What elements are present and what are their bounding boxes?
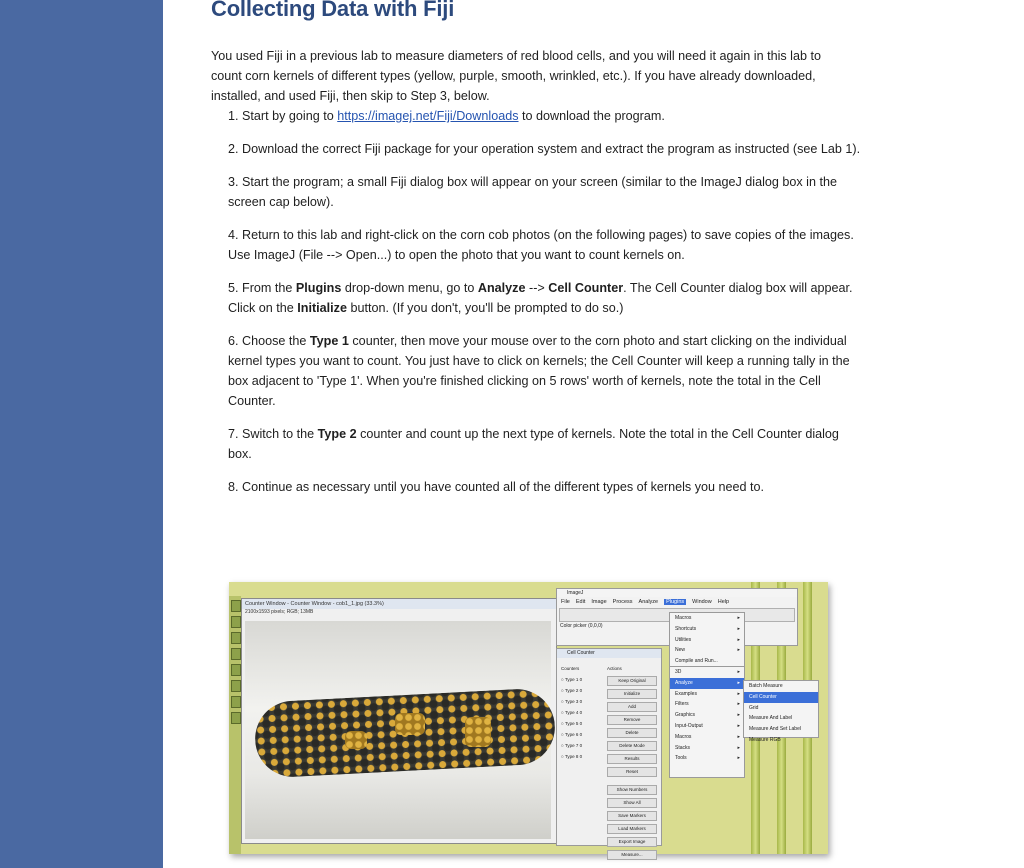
menu-plugins[interactable]: Plugins — [666, 599, 685, 605]
menu-item[interactable]: Grid — [749, 704, 759, 711]
type-label: Type 3 — [564, 699, 579, 704]
corn-photo — [245, 621, 551, 839]
menu-item-label: Macros — [675, 615, 692, 621]
type-radio[interactable]: ○ Type 2 0 — [561, 688, 583, 693]
analyze-submenu — [743, 680, 819, 743]
type-radio[interactable]: ○ Type 8 0 — [561, 754, 583, 759]
menu-item[interactable]: 3D ▸ — [675, 669, 740, 675]
step-6-type1: Type 1 — [309, 334, 349, 348]
type-label: Type 7 — [564, 743, 579, 748]
menu-item[interactable]: Macros ▸ — [675, 615, 740, 621]
step-7-a: 7. Switch to the — [228, 427, 318, 441]
intro-paragraph: You used Fiji in a previous lab to measure diameters of red blood cells, and you will need it again in this lab to count corn kernels of different types (yellow, purple, smooth, wrinkled, etc.). If you have already downloaded, installed, and used Fiji, then skip to Step 3, below. — [211, 48, 821, 103]
menu-item[interactable]: Macros ▸ — [675, 733, 740, 740]
plugins-submenu — [669, 666, 745, 778]
type-label: Type 4 — [564, 710, 579, 715]
cell-counter-title: Cell Counter — [557, 649, 661, 658]
menu-item-label: Stacks — [675, 744, 691, 751]
menu-item[interactable]: Graphics ▸ — [675, 712, 740, 719]
type-label: Type 6 — [564, 732, 579, 737]
step-5-c: drop-down menu, go to — [341, 281, 478, 295]
step-5-f: button. (If you don't, you'll be prompted to do so.) — [346, 301, 624, 315]
menu-item-label: Macros — [675, 733, 692, 740]
page-title: Collecting Data with Fiji — [211, 0, 455, 21]
menu-item-label: Filters — [675, 701, 689, 708]
menu-item[interactable]: Tools ▸ — [675, 755, 740, 762]
menu-item[interactable]: Measure And Set Label — [749, 726, 801, 733]
type-label: Type 8 — [564, 754, 579, 759]
counters-label: Counters — [561, 666, 580, 671]
menu-file[interactable]: File — [561, 599, 570, 605]
type-radio[interactable]: ○ Type 7 0 — [561, 743, 583, 748]
menu-item-label: Compile and Run... — [675, 658, 718, 665]
menu-item[interactable]: Utilities ▸ — [675, 636, 740, 643]
menu-item-label: Analyze — [675, 679, 693, 686]
menu-item[interactable]: New ▸ — [675, 647, 740, 654]
cell-counter-dialog — [556, 648, 662, 857]
yellow-kernels — [345, 731, 367, 749]
color-picker-status: Color picker (0,0,0) — [560, 623, 603, 629]
show-all-checkbox[interactable]: Show All — [607, 798, 657, 808]
menu-item-label: Input-Output — [675, 722, 703, 729]
step-5-a: 5. From the — [228, 281, 296, 295]
menu-window[interactable]: Window — [692, 599, 712, 605]
step-7 — [228, 424, 866, 464]
step-1-text-a: 1. Start by going to — [228, 109, 338, 123]
type-radio[interactable]: ○ Type 3 0 — [561, 699, 583, 704]
menu-item[interactable]: Measure And Label — [749, 715, 793, 722]
fiji-screenshot-figure — [229, 582, 828, 857]
menu-process[interactable]: Process — [612, 599, 633, 605]
initialize-button[interactable]: Initialize — [607, 689, 657, 699]
step-5-e: . The Cell Counter dialog box will appear. Click on the — [228, 281, 853, 315]
menu-item[interactable]: Shortcuts ▸ — [675, 625, 740, 632]
menu-item-label: 3D — [675, 669, 682, 675]
keep-original-checkbox[interactable]: Keep Original — [607, 676, 657, 686]
menu-item-label: Shortcuts — [675, 625, 697, 632]
type-label: Type 2 — [564, 688, 579, 693]
type-radio[interactable]: ○ Type 5 0 — [561, 721, 583, 726]
delete-mode-checkbox[interactable]: Delete Mode — [607, 741, 657, 751]
yellow-kernels — [465, 717, 491, 747]
menu-item-label: Tools — [675, 755, 687, 762]
yellow-kernels — [395, 713, 425, 735]
menu-item[interactable]: Measure RGB — [749, 736, 781, 743]
step-6 — [228, 331, 866, 411]
delete-button[interactable]: Delete — [607, 728, 657, 738]
step-5-initialize: Initialize — [297, 301, 347, 315]
type-count: 0 — [579, 688, 583, 693]
menu-item[interactable]: Filters ▸ — [675, 701, 740, 708]
counter-window-info: 2100x1593 pixels; RGB; 13MB — [245, 609, 314, 615]
counter-window-title: Counter Window - Counter Window - cob1_1.jpg (33.3%) — [242, 599, 556, 609]
step-7-type2: Type 2 — [317, 427, 357, 441]
type-count: 0 — [579, 677, 583, 682]
type-count: 0 — [579, 754, 583, 759]
menu-item[interactable]: Batch Measure — [749, 683, 783, 689]
counters-column — [561, 663, 582, 762]
type-count: 0 — [579, 732, 583, 737]
menu-item-cell-counter[interactable]: Cell Counter — [744, 692, 818, 703]
step-1 — [228, 106, 866, 126]
type-label: Type 1 — [564, 677, 579, 682]
taskbar — [229, 596, 241, 854]
measure-button[interactable]: Measure... — [607, 850, 657, 860]
actions-column — [607, 663, 657, 863]
step-6-a: 6. Choose the — [228, 334, 310, 348]
export-image-button[interactable]: Export Image — [607, 837, 657, 847]
step-1-text-b: to download the program. — [518, 109, 665, 123]
step-7-c: counter and count up the next type of kernels. Note the total in the Cell Counter dialog box. — [228, 427, 839, 461]
type-count: 0 — [579, 699, 583, 704]
imagej-menubar — [557, 597, 797, 607]
step-5 — [228, 278, 866, 318]
menu-help[interactable]: Help — [717, 599, 730, 605]
fiji-download-link[interactable]: https://imagej.net/Fiji/Downloads — [337, 109, 519, 123]
step-5-cell-counter: Cell Counter — [548, 281, 624, 295]
type-radio[interactable]: ○ Type 1 0 — [561, 677, 583, 682]
step-6-c: counter, then move your mouse over to the corn photo and start clicking on the individual kernel types you want to count. You just have to click on kernels; the Cell Counter will keep a running tally in the box adjacent to 'Type 1'. When you're finished clicking on 5 rows' worth of kernels, note the total in the Cell Counter. — [228, 334, 850, 408]
step-5-d: --> — [525, 281, 549, 295]
load-markers-button[interactable]: Load Markers — [607, 824, 657, 834]
type-radio[interactable]: ○ Type 6 0 — [561, 732, 583, 737]
steps-list — [228, 106, 866, 510]
type-count: 0 — [579, 743, 583, 748]
actions-label: Actions — [607, 666, 622, 671]
add-button[interactable]: Add — [607, 702, 657, 712]
menu-analyze[interactable]: Analyze — [638, 599, 659, 605]
menu-item[interactable]: Examples ▸ — [675, 690, 740, 697]
type-label: Type 5 — [564, 721, 579, 726]
step-4: 4. Return to this lab and right-click on the corn cob photos (on the following pages) to save copies of the images. Use ImageJ (File --> Open...) to open the photo that you want to count kernels on. — [228, 228, 854, 262]
results-button[interactable]: Results — [607, 754, 657, 764]
imagej-title: ImageJ — [557, 589, 797, 597]
menu-item[interactable]: Input-Output ▸ — [675, 722, 740, 729]
step-5-analyze: Analyze — [477, 281, 526, 295]
menu-item-label: Examples — [675, 690, 697, 697]
counter-window — [241, 598, 557, 844]
step-2: 2. Download the correct Fiji package for your operation system and extract the program as instructed (see Lab 1). — [228, 142, 861, 156]
menu-item-label: Utilities — [675, 636, 692, 643]
step-5-plugins: Plugins — [295, 281, 342, 295]
menu-image[interactable]: Image — [591, 599, 607, 605]
type-count: 0 — [579, 710, 583, 715]
menu-item-label: Graphics — [675, 712, 696, 719]
type-count: 0 — [579, 721, 583, 726]
remove-button[interactable]: Remove — [607, 715, 657, 725]
menu-item-analyze[interactable]: Analyze ▸ — [670, 678, 744, 689]
show-numbers-checkbox[interactable]: Show Numbers — [607, 785, 657, 795]
left-sidebar — [0, 0, 163, 868]
menu-item-label: New — [675, 647, 686, 654]
step-8: 8. Continue as necessary until you have counted all of the different types of kernels you need to. — [228, 480, 765, 494]
type-radio[interactable]: ○ Type 4 0 — [561, 710, 583, 715]
menu-edit[interactable]: Edit — [575, 599, 586, 605]
step-3: 3. Start the program; a small Fiji dialog box will appear on your screen (similar to the ImageJ dialog box in the screen cap below). — [228, 175, 837, 209]
menu-item[interactable]: Stacks ▸ — [675, 744, 740, 751]
save-markers-button[interactable]: Save Markers — [607, 811, 657, 821]
reset-button[interactable]: Reset — [607, 767, 657, 777]
